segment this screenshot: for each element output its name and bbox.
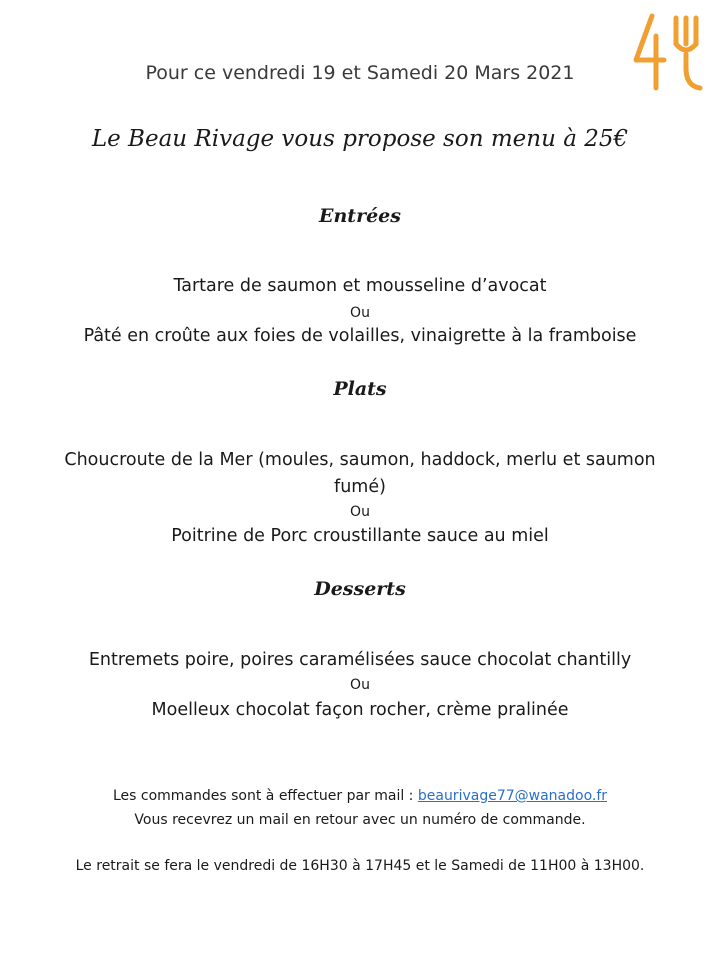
plat-dish-1-line-2: fumé) xyxy=(334,477,386,497)
entree-or: Ou xyxy=(350,305,370,321)
entree-dish-2: Pâté en croûte aux foies de volailles, vinaigrette à la framboise xyxy=(83,326,637,346)
plats-title: Plats xyxy=(333,378,387,400)
menu-headline: Le Beau Rivage vous propose son menu à 25€ xyxy=(91,126,629,152)
plat-dish-1-line-1: Choucroute de la Mer (moules, saumon, haddock, merlu et saumon xyxy=(64,450,656,470)
email-link[interactable]: beaurivage77@wanadoo.fr xyxy=(417,788,608,804)
confirmation-text: Vous recevrez un mail en retour avec un numéro de commande. xyxy=(134,812,586,828)
desserts-title: Desserts xyxy=(314,578,406,600)
plat-dish-2: Poitrine de Porc croustillante sauce au miel xyxy=(171,526,549,546)
dessert-or: Ou xyxy=(350,677,370,693)
dessert-dish-1: Entremets poire, poires caramélisées sauce chocolat chantilly xyxy=(88,650,632,670)
date-line: Pour ce vendredi 19 et Samedi 20 Mars 2021 xyxy=(145,62,575,84)
entrees-title: Entrées xyxy=(319,205,401,227)
order-text: Les commandes sont à effectuer par mail : xyxy=(112,788,418,804)
entree-dish-1: Tartare de saumon et mousseline d’avocat xyxy=(173,276,547,296)
plat-or: Ou xyxy=(350,504,370,520)
pickup-text: Le retrait se fera le vendredi de 16H30 à 17H45 et le Samedi de 11H00 à 13H00. xyxy=(75,858,645,874)
dessert-dish-2: Moelleux chocolat façon rocher, crème pralinée xyxy=(151,700,569,720)
order-instructions xyxy=(0,788,720,804)
